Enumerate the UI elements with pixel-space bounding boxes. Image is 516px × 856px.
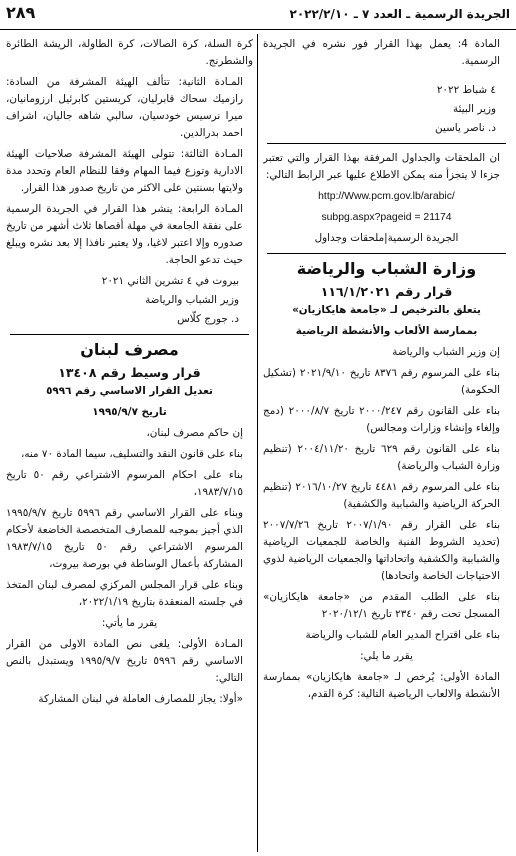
article-1-bank: المـادة الأولى: يلغى نص المادة الاولى من القرار الاساسي رقم ٥٩٩٦ تاريخ ١٩٩٥/٩/٧ ويستبدل بالنص التالي:: [6, 638, 244, 684]
article-4-env: المادة 4: يعمل بهذا القرار فور نشره في الجريدة الرسمية.: [263, 38, 500, 67]
basis-item: بناء على اقتراح المدير العام للشباب والرياضة: [305, 629, 500, 641]
decision-subject-2: بممارسة الألعاب والأنشطة الرياضية: [295, 325, 478, 337]
basis-item: وبناء على القرار الاساسي رقم ٥٩٩٦ تاريخ ١٩٩٥/٩/٧ الذي أجيز بموجبه للمصارف المتخصصة الخاضعة لأحكام المرسوم الاشتراعي رقم ٥٠ تاريخ ١٩٨٣/٧/١٥ المشاركة بأعمال الوساطة في بورصة بيروت،: [6, 507, 244, 570]
basis-item: بناء على القرار رقم ٢٠٠٧/١/٩٠ تاريخ ٢٠٠٧/٧/٢٦ (تحديد الشروط الفنية والخاصة للجمعيات الرياضية والشبابية والكشفية واتحاداتها والجمعيات الرياضية لذوي الاحتياجات الخاصة واتحادها): [263, 519, 500, 582]
left-column: [6, 36, 253, 852]
separator: [10, 334, 249, 335]
attachments-url-line-2[interactable]: subpg.aspx?pageid = 21174: [321, 212, 452, 223]
signature-name: د. جورج كلّاس: [177, 313, 239, 325]
signature-title: وزير الشباب والرياضة: [145, 294, 239, 306]
article-1-continuation: كرة السلة، كرة الصالات، كرة الطاولة، الريشة الطائرة والشطرنج.: [6, 38, 253, 67]
separator: [267, 143, 506, 144]
article-4: المـادة الرابعة: ينشر هذا القرار في الجريدة الرسمية على نفقة الجامعة في مهلة أقصاها ثلاث أشهر من تاريخ صدوره وإلا اعتبر لاغيا، ولا يعتبر نافذا إلا بعد نشره ويبلغ حيث تدعو الحاجة.: [6, 203, 243, 266]
decision-number: قرار رقم ١١٦/١/٢٠٢١: [320, 284, 453, 299]
article-3: المـادة الثالثة: تتولى الهيئة المشرفة صلاحيات الهيئة الادارية وتوزع فيما المهام وفقا للنظام العام وتحدد مدة ولايتها بسنتين على الاكثر من تاريخ صدور هذا القرار.: [6, 148, 243, 194]
signature-date: ٤ شباط ٢٠٢٢: [436, 84, 496, 96]
basis-item: وبناء على قرار المجلس المركزي لمصرف لبنان المتخذ في جلسته المنعقدة بتاريخ ٢٠٢٢/١/١٩،: [6, 579, 243, 608]
signature-date: بيروت في ٤ تشرين الثاني ٢٠٢١: [101, 275, 239, 287]
article-1-youth: المادة الأولى: يُرخص لـ «جامعة هايكازيان» بممارسة الأنشطة والالعاب الرياضية التالية: كرة القدم،: [263, 671, 500, 700]
preamble-intro: إن وزير الشباب والرياضة: [392, 346, 500, 358]
right-column: [263, 36, 510, 852]
signature-name: د. ناصر ياسين: [435, 122, 496, 134]
amendment-line: تعديل القرار الاساسي رقم ٥٩٩٦: [46, 385, 213, 397]
basis-item: بناء على الطلب المقدم من «جامعة هايكازيان» المسجل تحت رقم ٢٣٤٠ تاريخ ٢٠٢٠/١٢/١: [263, 591, 500, 620]
article-1-first-clause: «أولا: يجاز للمصارف العاملة في لبنان المشاركة: [38, 693, 243, 705]
basis-item: بناء على القانون رقم ٢٠٠٠/٢٤٧ تاريخ ٢٠٠٠/٨/٧ (دمج وإلغاء وإنشاء وزارات ومجالس): [263, 405, 500, 434]
intermediate-decision-number: قرار وسيط رقم ١٣٤٠٨: [58, 365, 201, 380]
decision-subject-1: يتعلق بالترخيص لـ «جامعة هايكازيان»: [292, 304, 481, 316]
column-divider: [257, 34, 258, 852]
page-number: ٢٨٩: [6, 3, 36, 22]
article-2: المـادة الثانية: تتألف الهيئة المشرفة من السادة: رازميك سحاك قابرليان، كريستين كابرئيل ارزومانيان، ميرا نرسيس خودسيان، سالبي شاهه جاليان، اشراف احمد بدرالدين.: [6, 76, 243, 139]
page-header: [0, 0, 516, 30]
gazette-issue-title: الجريدة الرسمية ـ العدد ٧ ـ ٢٠٢٢/٢/١٠: [289, 7, 510, 21]
decision-date: تاريخ ١٩٩٥/٩/٧: [92, 406, 167, 418]
preamble-intro: إن حاكم مصرف لبنان،: [146, 427, 243, 439]
basis-item: بناء على المرسوم رقم ٤٤٨١ تاريخ ٢٠١٦/١٠/٢٧ (تنظيم الحركة الرياضية والشبابية والكشفية): [263, 481, 501, 510]
decides-heading: يقرر ما يلي:: [360, 650, 413, 662]
basis-item: بناء على المرسوم رقم ٨٣٧٦ تاريخ ٢٠٢١/٩/١٠ (تشكيل الحكومة): [263, 367, 501, 396]
attachments-path: الجريدة الرسمية|ملحقات وجداول: [314, 232, 459, 244]
separator: [267, 253, 506, 254]
attachments-note: ان الملحقات والجداول المرفقة بهذا القرار والتي تعتبر جزءا لا يتجزأ منه يمكن الاطلاع عليها عبر الرابط التالي:: [263, 152, 500, 181]
basis-item: بناء على احكام المرسوم الاشتراعي رقم ٥٠ تاريخ ١٩٨٣/٧/١٥،: [6, 469, 243, 498]
attachments-url-line-1[interactable]: http://Www.pcm.gov.lb/arabic/: [318, 191, 455, 202]
decides-heading: يقرر ما يأتي:: [101, 617, 158, 629]
basis-item: بناء على قانون النقد والتسليف، سيما المادة ٧٠ منه،: [20, 448, 243, 460]
basis-item: بناء على القانون رقم ٦٢٩ تاريخ ٢٠٠٤/١١/٢٠ (تنظيم وزارة الشباب والرياضة): [263, 443, 501, 472]
ministry-title: وزارة الشباب والرياضة: [296, 259, 477, 278]
bank-title: مصرف لبنان: [80, 340, 179, 359]
signature-title: وزير البيئة: [453, 103, 496, 115]
